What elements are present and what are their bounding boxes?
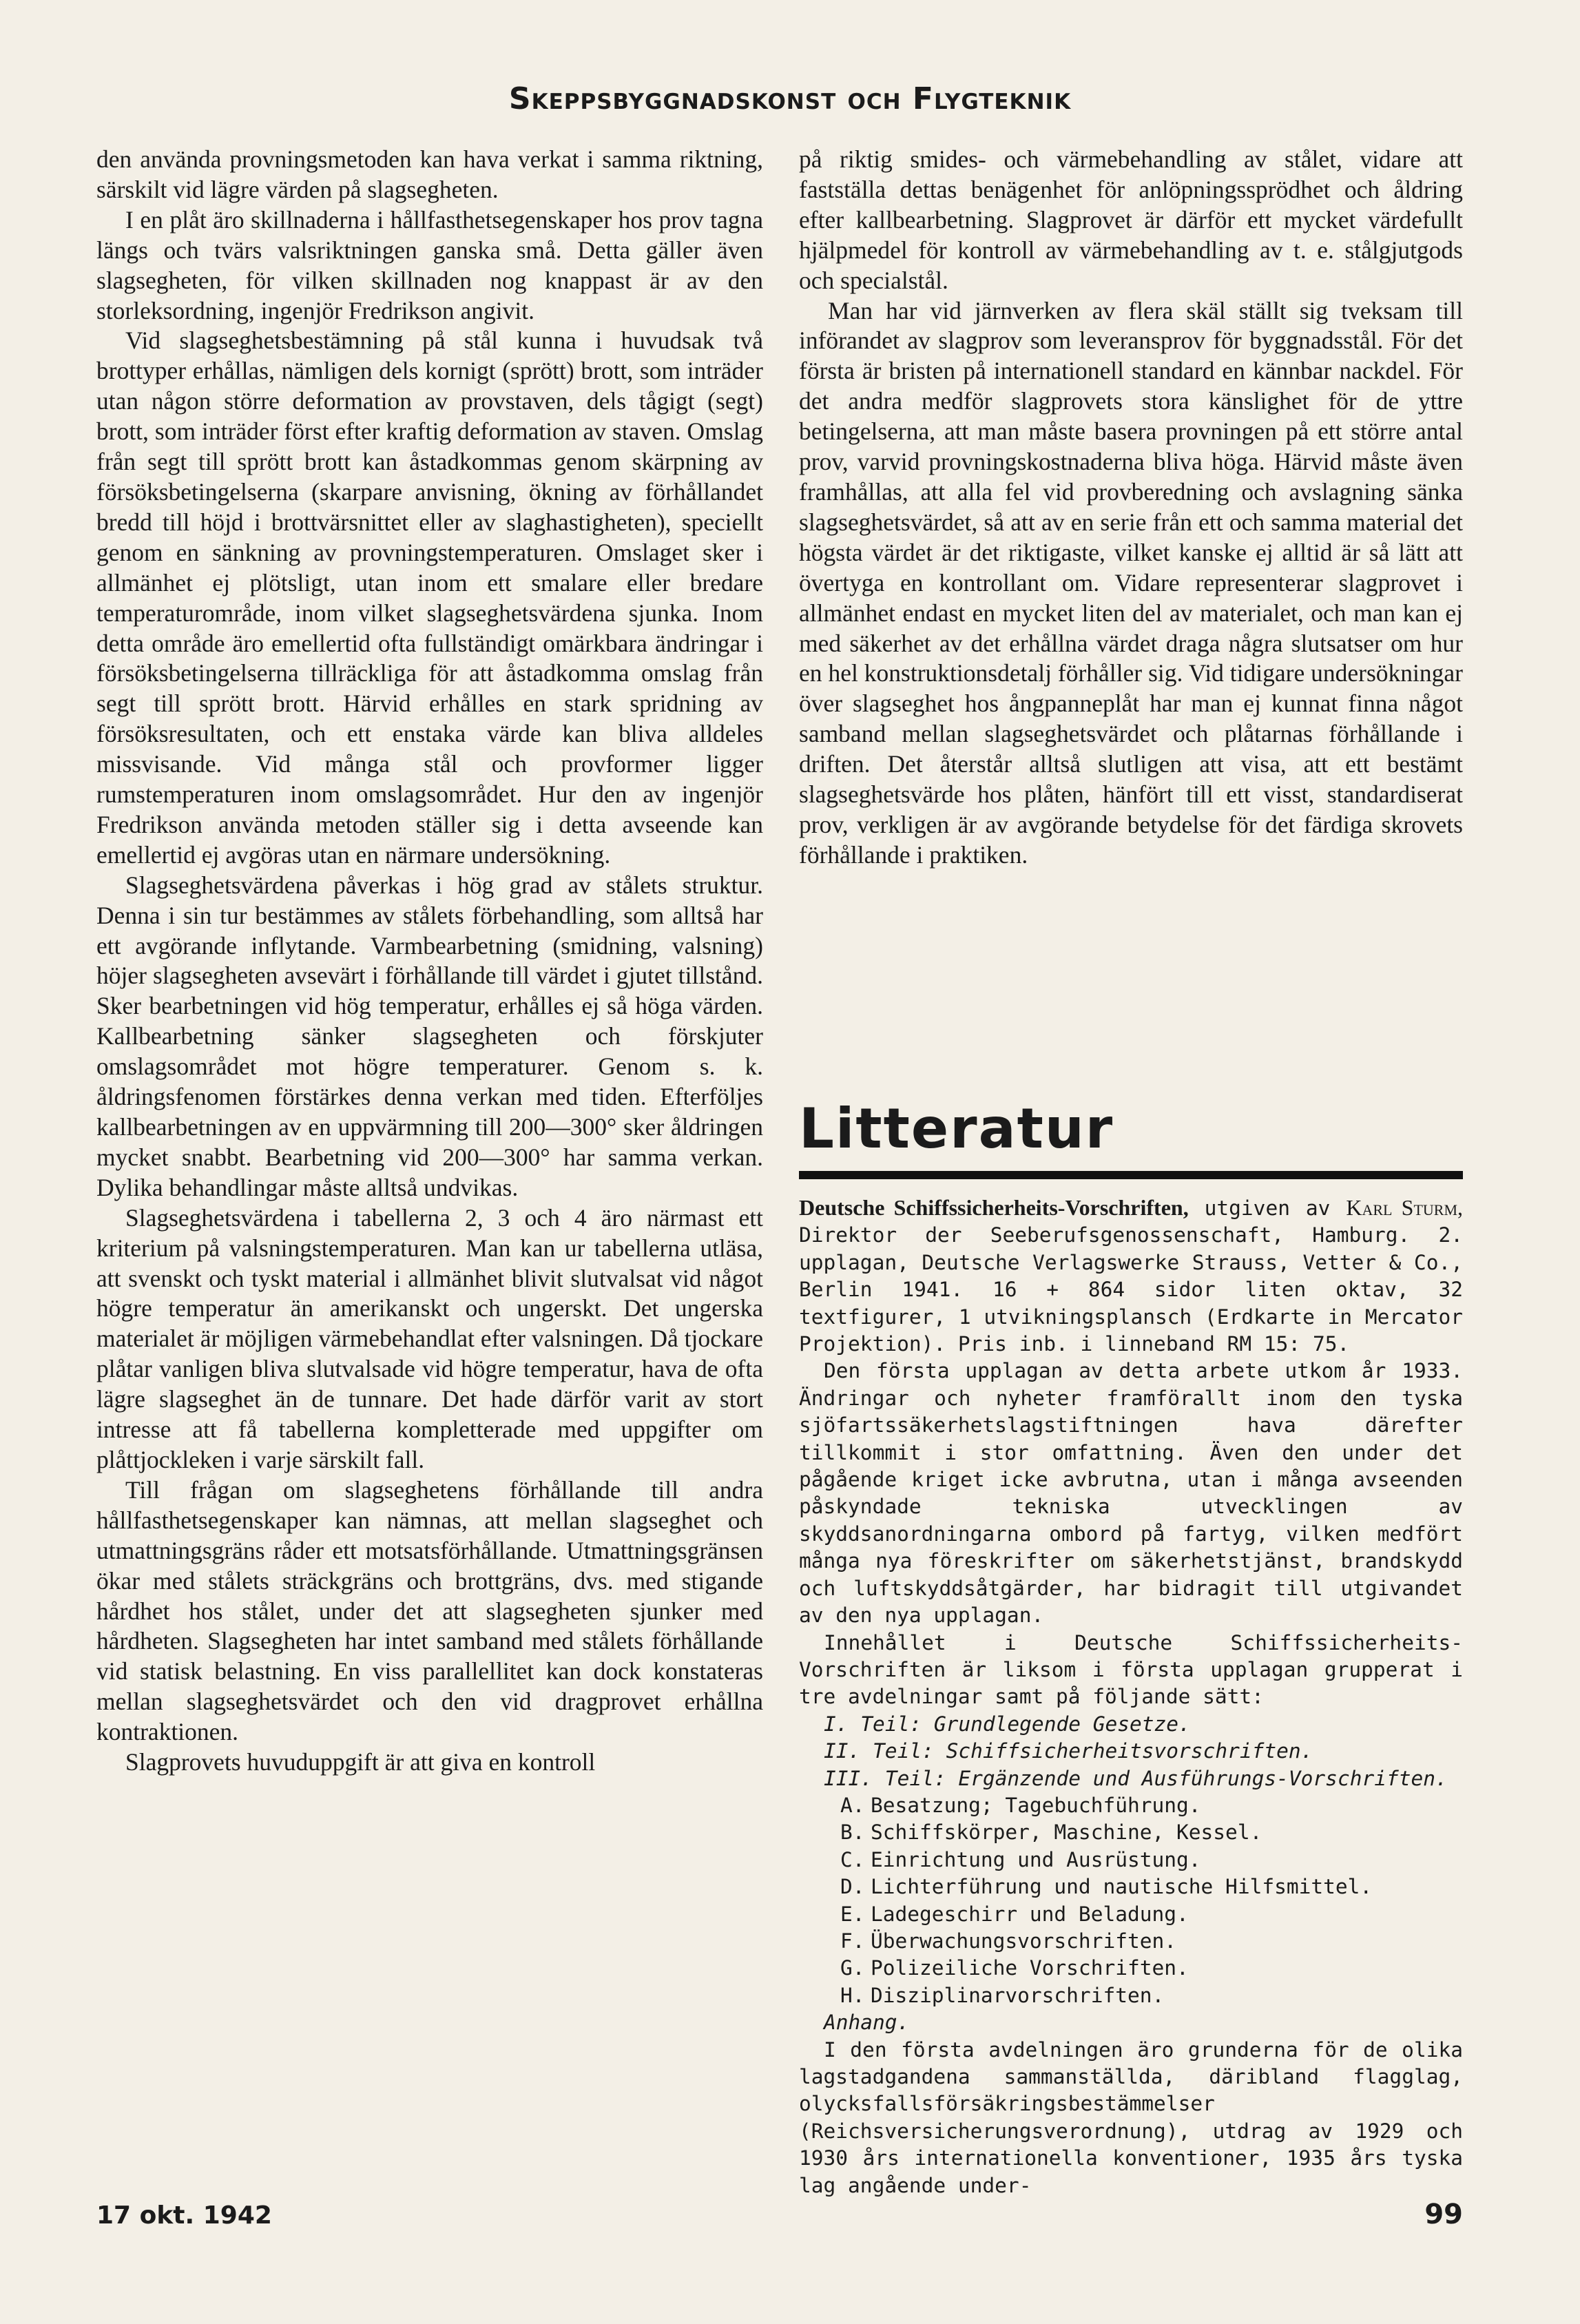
- citation-details: Direktor der Seeberufsgenossenschaft, Hamburg. 2. upplagan, Deutsche Verlagswerke Strauss, Vetter & Co., Berlin 1941. 16 + 864 sidor liten oktav, 32 textfigurer, 1 utvikningsplansch (Erdkarte in Mercator Projektion). Pris inb. i linneband RM 15: 75.: [799, 1223, 1463, 1356]
- issue-date: 17 okt. 1942: [96, 2201, 272, 2230]
- paragraph: Man har vid järnverken av flera skäl ställt sig tveksam till införandet av slagprov som leveransprov för byggnadsstål. För det första är bristen på internationell standard en kännbar nackdel. För det andra medför slagprovets stora känslighet för de yttre betingelserna, att man måste basera provningen på ett större antal prov, varvid provningskostnaderna bliva höga. Härvid måste även framhållas, att alla fel vid provberedning och avslagning sänka slagseghetsvärdet, så att av en serie från ett och samma material det högsta värdet är det riktigaste, vilket kanske ej alltid är så lätt att övertyga en kontrollant om. Vidare representerar slagprovet i allmänhet endast en mycket liten del av materialet, och man kan ej med säkerhet av det erhållna värdet draga några slutsatser om hur en hel konstruktionsdetalj förhåller sig. Vid tidigare undersökningar över slagseghet hos ångpanneplåt har man ej kunnat finna något samband mellan slagseghetsvärdet och plåtarnas förhållande i driften. Det återstår alltså slutligen att visa, att ett bestämt slagseghetsvärde hos plåten, hänfört till ett visst, standardiserat prov, verkligen är av avgörande betydelse för det färdiga skrovets förhållande i praktiken.: [799, 296, 1463, 869]
- paragraph: den använda provningsmetoden kan hava verkat i samma riktning, särskilt vid lägre värden på slagsegheten.: [96, 145, 763, 203]
- paragraph: I den första avdelningen äro grunderna för de olika lagstadgandena sammanställda, däribland flagglag, olycksfallsförsäkringsbestämmelser (Reichsversicherungsverordnung), utdrag av 1929 och 1930 års internationella konventioner, 1935 års tyska lag angående under-: [799, 2037, 1463, 2197]
- book-citation: [799, 1194, 1463, 1358]
- list-item: III. Teil: Ergänzende und Ausführungs-Vorschriften.: [824, 1766, 1448, 1790]
- right-column: [799, 145, 1463, 871]
- paragraph: på riktig smides- och värmebehandling av stålet, vidare att fastställa dettas benägenhet för anlöpningssprödhet och åldring efter kallbearbetning. Slagprovet är därför ett mycket värdefullt hjälpmedel för kontroll av värmebehandling av t. e. stålgjutgods och specialstål.: [799, 145, 1463, 294]
- list-item: B. Schiffskörper, Maschine, Kessel.: [840, 1820, 1262, 1845]
- paragraph: Till frågan om slagseghetens förhållande till andra hållfasthetsegenskaper kan nämnas, att mellan slagseghet och utmattningsgräns råder ett motsatsförhållande. Utmattningsgränsen ökar med stålets sträckgräns och brottgräns, dvs. med stigande hårdhet hos stålet, under det att slagsegheten sjunker med hårdheten. Slagsegheten har intet samband med stålets förhållande vid statisk belastning. En viss parallellitet kan dock konstateras mellan slagseghetsvärdet och den vid dragprovet erhållna kontraktionen.: [96, 1475, 763, 1746]
- running-header: Skeppsbyggnadskonst och Flygteknik: [508, 81, 1072, 116]
- list-item: G. Polizeiliche Vorschriften.: [840, 1956, 1189, 1980]
- paragraph: Slagprovets huvuduppgift är att giva en kontroll: [125, 1748, 596, 1776]
- list-item: H. Disziplinarvorschriften.: [840, 1983, 1165, 2007]
- list-item: II. Teil: Schiffsicherheitsvorschriften.: [824, 1739, 1313, 1763]
- list-item: C. Einrichtung und Ausrüstung.: [840, 1847, 1201, 1871]
- paragraph: I en plåt äro skillnaderna i hållfasthetsegenskaper hos prov tagna längs och tvärs valsriktningen ganska små. Detta gäller även slagsegheten, för vilken skillnaden nog knappast är av den storleksordning, ingenjör Fredrikson angivit.: [96, 205, 763, 324]
- anhang-label: Anhang.: [824, 2011, 910, 2035]
- parts-list: [799, 1711, 1463, 1792]
- heading-rule: [799, 1171, 1463, 1179]
- paragraph: Slagseghetsvärdena påverkas i hög grad av stålets struktur. Denna i sin tur bestämmes av stålets förbehandling, som alltså har ett avgörande inflytande. Varmbearbetning (smidning, valsning) höjer slagsegheten avsevärt i förhållande till värdet i gjutet tillstånd. Sker bearbetningen vid hög temperatur, erhålles ej så höga värden. Kallbearbetning sänker slagsegheten och förskjuter omslagsområdet mot högre temperaturer. Genom s. k. åldringsfenomen förstärkes denna verkan med tiden. Efterföljes kallbearbetningen av en uppvärmning till 200—300° sker åldringen mycket snabbt. Bearbetning vid 200—300° har samma verkan. Dylika behandlingar måste alltså undvikas.: [96, 871, 763, 1201]
- literature-heading: Litteratur: [799, 1097, 1114, 1161]
- book-title: Deutsche Schiffssicherheits-Vorschriften,: [799, 1195, 1189, 1220]
- book-author: Karl Sturm,: [1346, 1195, 1464, 1220]
- paragraph: Slagseghetsvärdena i tabellerna 2, 3 och 4 äro närmast ett kriterium på valsningstemperaturen. Man kan ur tabellerna utläsa, att svenskt och tyskt material i allmänhet blivit slutvalsat vid något högre temperatur än amerikanskt och ungerskt. Det ungerska materialet är möjligen värmebehandlat efter valsningen. Då tjockare plåtar vanligen bliva slutvalsade vid högre temperatur, hava de ofta lägre slagseghet än de tunnare. Det hade därför varit av stort intresse att få tabellerna kompletterade med uppgifter om plåttjockleken i varje särskilt fall.: [96, 1203, 763, 1473]
- list-item: F. Überwachungsvorschriften.: [840, 1929, 1177, 1953]
- page-number: 99: [1424, 2199, 1463, 2230]
- paragraph: Vid slagseghetsbestämning på stål kunna i huvudsak två brottyper erhållas, nämligen dels kornigt (sprött) brott, som inträder utan någon större deformation av provstaven, dels tågigt (segt) brott, som inträder först efter kraftig deformation av staven. Omslag från segt till sprött brott kan åstadkommas genom skärpning av försöksbetingelserna (skarpare anvisning, ökning av förhållandet bredd till höjd i brottvärsnittet eller av slaghastigheten), speciellt genom en sänkning av provningstemperaturen. Omslaget sker i allmänhet ej plötsligt, utan inom ett smalare eller bredare temperaturområde, inom vilket slagseghetsvärdena sjunka. Inom detta område äro emellertid ofta fullständigt omärkbara ändringar i försöksbetingelserna tillräckliga för att åstadkomma omslag från segt till sprött brott. Härvid erhålles en stark spridning av försöksresultaten, och ett enstaka värde kan bliva alldeles missvisande. Vid många stål och provformer ligger rumstemperaturen inom omslagsområdet. Hur den av ingenjör Fredrikson använda metoden ställer sig i detta avseende kan emellertid ej avgöras utan en närmare undersökning.: [96, 326, 763, 869]
- subparts-list: [799, 1792, 1463, 2009]
- paragraph: Den första upplagan av detta arbete utkom år 1933. Ändringar och nyheter framförallt inom den tyska sjöfartssäkerhetslagstiftningen hava därefter tillkommit i stor omfattning. Även den under det pågående kriget icke avbrutna, utan i många avseenden påskyndade tekniska utvecklingen av skyddsanordningarna ombord på fartyg, vilken medfört många nya föreskrifter om säkerhetstjänst, brandskydd och luftskyddsåtgärder, har bidragit till utgivandet av den nya upplagan.: [799, 1359, 1463, 1628]
- list-item: D. Lichterführung und nautische Hilfsmittel.: [840, 1875, 1373, 1899]
- paragraph: Innehållet i Deutsche Schiffssicherheits-Vorschriften är liksom i första upplagan grupperat i tre avdelningar samt på följande sätt:: [799, 1630, 1463, 1709]
- list-item: A. Besatzung; Tagebuchführung.: [840, 1793, 1201, 1817]
- list-item: E. Ladegeschirr und Beladung.: [840, 1902, 1189, 1926]
- list-item: I. Teil: Grundlegende Gesetze.: [824, 1712, 1191, 1736]
- edited-by: utgiven av: [1204, 1196, 1331, 1220]
- left-column: [96, 145, 763, 1778]
- literature-review: [799, 1194, 1463, 2199]
